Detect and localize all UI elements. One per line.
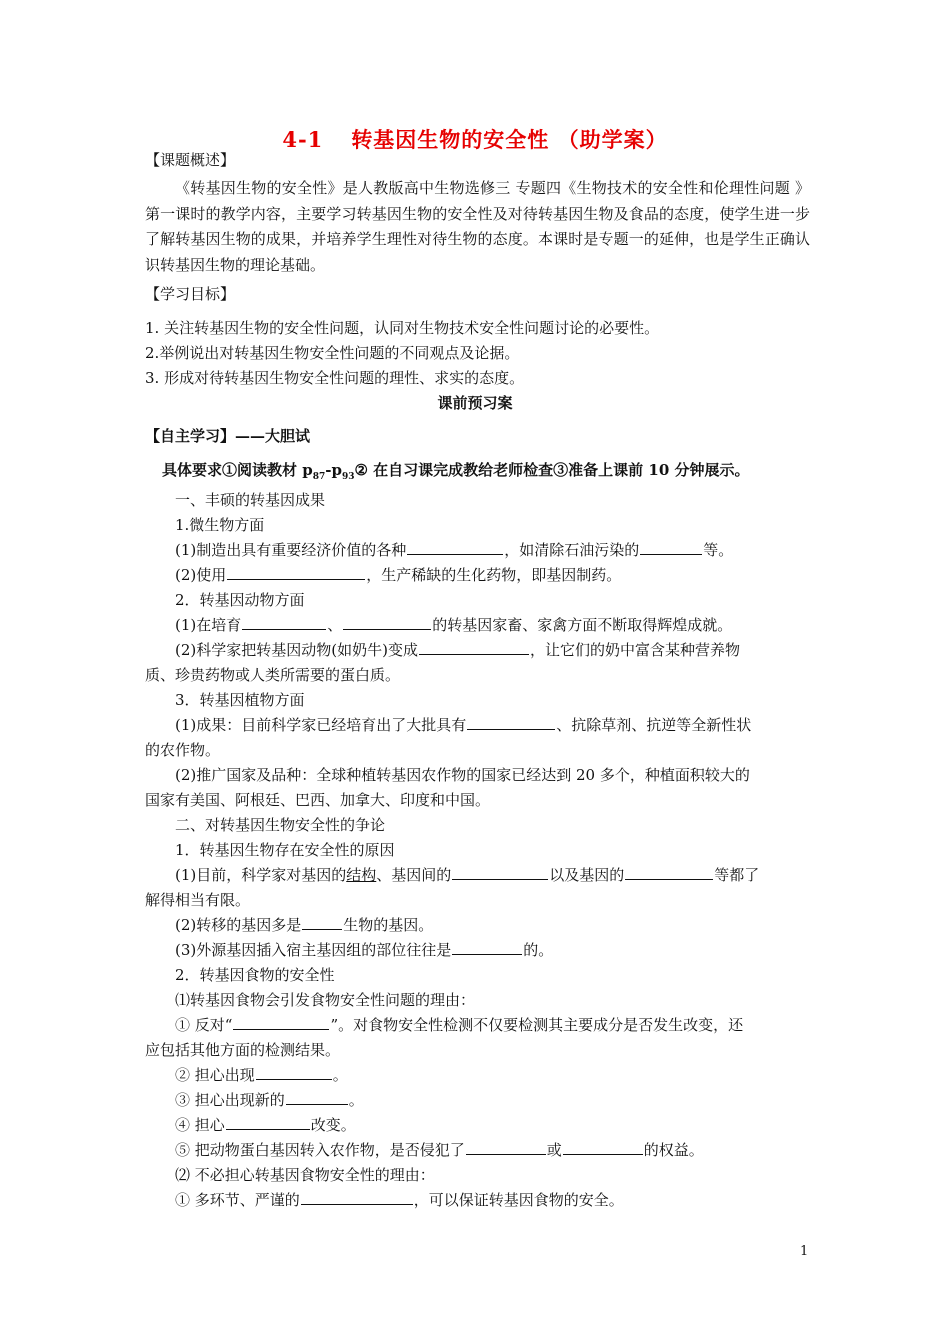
fill-line-concern-3: ③ 担心出现新的 。 bbox=[175, 1091, 364, 1109]
fill-line-plant-1: (1)成果：目前科学家已经培育出了大批具有 、抗除草剂、抗逆等全新性状 bbox=[175, 716, 752, 734]
fill-line-reason-3: (3)外源基因插入宿主基因组的部位往往是 的。 bbox=[175, 941, 554, 959]
answer-blank[interactable] bbox=[343, 614, 431, 630]
fill-line-concern-1: ① 反对“ ”。对食物安全性检测不仅要检测其主要成分是否发生改变，还 bbox=[175, 1016, 744, 1034]
answer-blank[interactable] bbox=[286, 1089, 348, 1105]
answer-blank[interactable] bbox=[256, 1064, 332, 1080]
answer-blank[interactable] bbox=[242, 614, 326, 630]
text-plant-2: (2)推广国家及品种：全球种植转基因农作物的国家已经达到 20 多个，种植面积较大的 bbox=[175, 766, 750, 784]
answer-blank[interactable] bbox=[466, 1139, 546, 1155]
subsection-reasons: 1．转基因生物存在安全性的原因 bbox=[175, 841, 395, 859]
answer-blank[interactable] bbox=[625, 864, 713, 880]
goal-item-3: 3. 形成对待转基因生物安全性问题的理性、求实的态度。 bbox=[145, 369, 525, 387]
page-number: 1 bbox=[800, 1244, 809, 1259]
answer-blank[interactable] bbox=[227, 564, 365, 580]
fill-line-concern-5: ⑤ 把动物蛋白基因转入农作物，是否侵犯了 或 的权益。 bbox=[175, 1141, 704, 1159]
heading-self-study: 【自主学习】——大胆试 bbox=[145, 427, 311, 445]
fill-line-microbe-2: (2)使用 ，生产稀缺的生化药物，即基因制药。 bbox=[175, 566, 622, 584]
section-heading-2: 二、对转基因生物安全性的争论 bbox=[175, 816, 386, 834]
text-plant-2-cont: 国家有美国、阿根廷、巴西、加拿大、印度和中国。 bbox=[145, 791, 491, 809]
answer-blank[interactable] bbox=[407, 539, 503, 555]
heading-overview: 【课题概述】 bbox=[145, 151, 236, 169]
goal-item-2: 2.举例说出对转基因生物安全性问题的不同观点及论据。 bbox=[145, 344, 520, 362]
fill-line-reason-1-cont: 解得相当有限。 bbox=[145, 891, 251, 909]
subsection-food-safety: 2．转基因食物的安全性 bbox=[175, 966, 335, 984]
answer-blank[interactable] bbox=[419, 639, 529, 655]
answer-blank[interactable] bbox=[302, 914, 342, 930]
fill-line-microbe-1: (1)制造出具有重要经济价值的各种 ，如清除石油污染的 等。 bbox=[175, 541, 734, 559]
answer-blank[interactable] bbox=[301, 1189, 413, 1205]
answer-blank[interactable] bbox=[452, 864, 548, 880]
fill-line-animal-1: (1)在培育 、 的转基因家畜、家禽方面不断取得辉煌成就。 bbox=[175, 616, 733, 634]
fill-line-reason-2: (2)转移的基因多是 生物的基因。 bbox=[175, 916, 434, 934]
fill-line-plant-1-cont: 的农作物。 bbox=[145, 741, 221, 759]
overview-paragraph: 《转基因生物的安全性》是人教版高中生物选修三 专题四《生物技术的安全性和伦理性问题 》第一课时的教学内容，主要学习转基因生物的安全性及对待转基因生物及食品的态度，使学生进一步了解转基因生物的成果，并培养学生理性对待生物的态度。本课时是专题一的延伸，也是学生正确认识转基因生物的理论基础。 bbox=[145, 179, 810, 274]
fill-line-concern-1-cont: 应包括其他方面的检测结果。 bbox=[145, 1041, 341, 1059]
answer-blank[interactable] bbox=[563, 1139, 643, 1155]
fill-line-animal-2: (2)科学家把转基因动物(如奶牛)变成 ，让它们的奶中富含某种营养物 bbox=[175, 641, 740, 659]
fill-line-no-concern-1: ① 多环节、严谨的 ，可以保证转基因食物的安全。 bbox=[175, 1191, 624, 1209]
answer-blank[interactable] bbox=[226, 1114, 310, 1130]
fill-line-concern-4: ④ 担心 改变。 bbox=[175, 1116, 356, 1134]
heading-goals: 【学习目标】 bbox=[145, 285, 236, 303]
goal-item-1: 1. 关注转基因生物的安全性问题，认同对生物技术安全性问题讨论的必要性。 bbox=[145, 319, 660, 337]
text-no-concern: ⑵ 不必担心转基因食物安全性的理由： bbox=[175, 1166, 435, 1184]
answer-blank[interactable] bbox=[452, 939, 522, 955]
section-heading-1: 一、丰硕的转基因成果 bbox=[175, 491, 326, 509]
fill-line-concern-2: ② 担心出现 。 bbox=[175, 1066, 348, 1084]
subsection-animal: 2．转基因动物方面 bbox=[175, 591, 305, 609]
requirements-line: 具体要求①阅读教材 $p_{87}-p_{93}②$ 在自习课完成教给老师检查③准备上课前 10 分钟展示。 bbox=[162, 461, 750, 482]
text-food-concerns: ⑴转基因食物会引发食物安全性问题的理由： bbox=[175, 991, 476, 1009]
fill-line-animal-2-cont: 质、珍贵药物或人类所需要的蛋白质。 bbox=[145, 666, 401, 684]
answer-blank[interactable] bbox=[640, 539, 702, 555]
lesson-number: 4-1 bbox=[282, 127, 324, 152]
subsection-microbe: 1.微生物方面 bbox=[175, 516, 265, 534]
lesson-title: 转基因生物的安全性 （助学案） bbox=[351, 127, 668, 152]
section-preview-heading: 课前预习案 bbox=[437, 394, 513, 412]
subsection-plant: 3．转基因植物方面 bbox=[175, 691, 305, 709]
fill-line-reason-1: (1)目前，科学家对基因的结构、基因间的 以及基因的 等都了 bbox=[175, 866, 760, 884]
answer-blank[interactable] bbox=[467, 714, 555, 730]
answer-blank[interactable] bbox=[233, 1014, 329, 1030]
